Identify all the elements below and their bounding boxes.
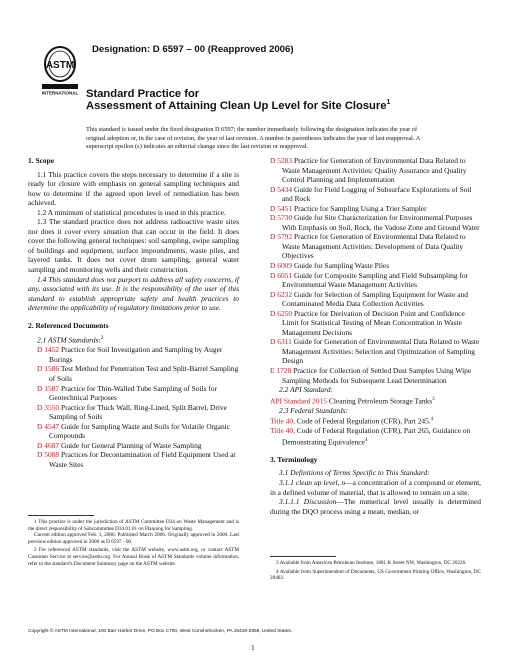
federal-link[interactable]: Title 40,: [270, 426, 295, 436]
footnotes-left: [28, 519, 239, 567]
ref-item: [270, 309, 481, 338]
ref-text: Practice for Sampling Using a Trier Sampler: [293, 203, 427, 213]
ref-item: [270, 232, 481, 261]
ref-link[interactable]: D 5730: [270, 213, 293, 223]
federal-link[interactable]: Title 40,: [270, 416, 295, 426]
footnote-3: 3 Available from American Petroleum Institute, 1801 K Street NW, Washington, DC 20226.: [276, 560, 467, 566]
federal-item: [270, 426, 481, 447]
ref-item: [270, 156, 481, 185]
ref-link[interactable]: D 5088: [37, 450, 60, 460]
ref-link[interactable]: D 6051: [270, 270, 293, 280]
astm-logo-icon: [40, 44, 80, 96]
footnote-2: 2 For referenced ASTM standards, visit the ASTM website, www.astm.org, or contact ASTM Customer Service at service@astm.org. For Annual Book of ASTM Standards volume information, refer to the standard's Document Summary page on the ASTM website.: [28, 547, 239, 567]
title-footnote-mark: 1: [386, 99, 391, 106]
ref-item: [270, 261, 481, 271]
ref-item: [37, 364, 239, 383]
footnotes-right: [270, 560, 481, 582]
ref-text: Guide for Sampling Waste and Soils for Volatile Organic Compounds: [49, 421, 231, 441]
ref-link[interactable]: D 4547: [37, 421, 60, 431]
scope-p1: 1.1 This practice covers the steps necessary to determine if a site is ready for closure with emphasis on general sampling techniques and how to determine if the agreed upon level of remediation has been achieved.: [28, 169, 239, 208]
astm-label-text: 2.1 ASTM Standards:: [37, 335, 101, 345]
api-label-text: 2.2 API Standard:: [279, 385, 333, 395]
scope-p3: 1.3 The standard practice does not address radioactive waste sites nor does it cover every situation that can occur in the field. It does cover the following general techniques: soil sampling, swipe sampling of buildings and equipment, surface impoundments, waste piles, and layered tanks. It does not cover drum sampling, general water sampling and monitoring wells and their construction.: [28, 217, 239, 275]
ref-item: [270, 204, 481, 214]
ref-link[interactable]: D 5434: [270, 184, 293, 194]
astm-list-right: [270, 156, 481, 385]
ref-text: Test Method for Penetration Test and Split-Barrel Sampling of Soils: [49, 364, 239, 383]
left-column: [28, 156, 239, 469]
right-column: [270, 156, 481, 516]
astm-standards-label: [28, 334, 239, 345]
title-line-2: [86, 100, 390, 112]
federal-footnote-mark: 4: [430, 417, 434, 423]
ref-link[interactable]: D 5792: [270, 232, 293, 242]
ref-link[interactable]: D 3550: [37, 402, 60, 412]
api-text: Cleaning Petroleum Storage Tanks: [328, 396, 433, 406]
term-discussion: 3.1.1.1 Discussion: [279, 497, 337, 507]
ref-item: [37, 384, 239, 403]
title-line-1: Standard Practice for: [86, 88, 200, 100]
ref-link[interactable]: D 4687: [37, 440, 60, 450]
ref-link[interactable]: D 1587: [37, 383, 60, 393]
ref-text: Guide for Site Characterization for Environmental Purposes With Emphasis on Soil, Rock, the Vadose Zone and Ground Water: [282, 213, 480, 232]
api-item: [270, 395, 481, 406]
astm-footnote-mark: 2: [100, 336, 104, 342]
ref-link[interactable]: D 1586: [37, 364, 60, 374]
federal-item: [270, 415, 481, 426]
astm-logo: [40, 44, 80, 96]
ref-text: Guide for Sampling Waste Piles: [293, 261, 390, 271]
copyright: Copyright © ASTM International, 100 Barr Harbor Drive, PO Box C700, West Conshohocken, PA 19428-2959, United States.: [28, 629, 293, 634]
ref-link[interactable]: D 6009: [270, 261, 293, 271]
ref-item: [37, 441, 239, 451]
ref-item: [270, 366, 481, 385]
terminology-heading: 3. Terminology: [270, 454, 318, 464]
svg-text:ASTM: ASTM: [45, 60, 75, 71]
ref-link[interactable]: D 5283: [270, 156, 293, 165]
ref-link[interactable]: D 5451: [270, 203, 293, 213]
ref-link[interactable]: D 6311: [270, 337, 292, 347]
ref-text: Guide for General Planning of Waste Sampling: [60, 440, 202, 450]
federal-label-text: 2.3 Federal Standards:: [279, 405, 348, 415]
federal-text: Code of Federal Regulation (CFR), Part 265, Guidance on Demonstrating Equivalence: [282, 426, 471, 447]
ref-text: Practice for Soil Investigation and Sampling by Auger Borings: [49, 345, 223, 364]
footnote-1b: Current edition approved Feb. 1, 2006. Published March 2006. Originally approved in 2000. Last previous edition approved in 2000 as D 6597 - 00.: [28, 532, 239, 545]
footnote-1: 1 This practice is under the jurisdiction of ASTM Committee D34 on Waste Management and is the direct responsibility of Subcommittee D34.01.01 on Planning for Sampling.: [28, 519, 239, 532]
ref-item: [270, 271, 481, 290]
scope-p2: 1.2 A minimum of statistical procedures is used in this practice.: [37, 207, 226, 217]
ref-item: [270, 185, 481, 204]
api-footnote-mark: 3: [432, 396, 435, 402]
terminology-p3: [270, 497, 481, 516]
ref-item: [270, 337, 481, 366]
ref-link[interactable]: E 1728: [270, 366, 292, 376]
federal-standards-label: [270, 406, 481, 416]
api-standard-label: [270, 385, 481, 395]
ref-item: [270, 213, 481, 232]
terminology-p2-text: —a concentration of a compound or element, in a defined volume of material, that is allowed to remain on a site.: [270, 477, 481, 497]
ref-item: [37, 422, 239, 441]
scope-heading: 1. Scope: [28, 156, 55, 165]
terminology-p1-text: 3.1 Definitions of Terms Specific to This Standard:: [279, 468, 430, 478]
ref-item: [37, 345, 239, 364]
ref-text: Guide for Generation of Environmental Data Related to Waste Management Activities: Selection and Optimization of Sampling Design: [282, 337, 480, 366]
ref-text: Practice for Collection of Settled Dust Samples Using Wipe Sampling Methods for Subsequent Lead Determination: [282, 366, 472, 385]
federal-text: Code of Federal Regulation (CFR), Part 245.: [296, 416, 431, 426]
terminology-p1: [270, 468, 481, 478]
term-clean-up-level: 3.1.1 clean up level, n: [279, 477, 346, 487]
ref-text: Practice for Thick Wall, Ring-Lined, Split Barrel, Drive Sampling of Soils: [49, 402, 227, 422]
scope-p4: [28, 275, 239, 313]
referenced-heading: 2. Referenced Documents: [28, 320, 109, 330]
ref-text: Practice for Thin-Walled Tube Sampling of Soils for Geotechnical Purposes: [49, 383, 218, 403]
api-link[interactable]: API Standard 2015: [270, 396, 328, 406]
astm-list-left: [28, 345, 239, 469]
terminology-p3-text: —The numerical level usually is determined during the DQO process using a mean, median, or: [270, 497, 481, 516]
ref-link[interactable]: D 6250: [270, 308, 293, 318]
footnote-divider-left: [28, 515, 94, 516]
ref-link[interactable]: D 1452: [37, 345, 60, 355]
ref-item: [270, 290, 481, 309]
ref-link[interactable]: D 6232: [270, 289, 293, 299]
terminology-p2: [270, 478, 481, 497]
footnote-4: 4 Available from Superintendent of Documents, US Government Printing Office, Washington, DC 20402.: [270, 568, 481, 582]
federal-footnote-mark: 4: [364, 437, 368, 443]
ref-text: Practice for Generation of Environmental Data Related to Waste Management Activities: Development of Data Quality Objectives: [282, 232, 466, 261]
title-text: Assessment of Attaining Clean Up Level for Site Closure: [86, 100, 387, 112]
ref-text: Practice for Derivation of Decision Point and Confidence Limit for Statistical Testing of Mean Concentration in Waste Management Decisions: [282, 308, 465, 337]
ref-text: Guide for Composite Sampling and Field Subsampling for Environmental Waste Management Activities: [282, 270, 469, 290]
page-number: 1: [251, 643, 255, 652]
ref-text: Guide for Selection of Sampling Equipment for Waste and Contaminated Media Data Collection Activities: [282, 289, 468, 309]
ref-text: Guide for Field Logging of Subsurface Explorations of Soil and Rock: [282, 184, 472, 204]
ref-item: [37, 450, 239, 469]
ref-text: Practices for Decontamination of Field Equipment Used at Waste Sites: [49, 450, 236, 469]
logo-text: INTERNATIONAL: [41, 90, 79, 96]
ref-item: [37, 403, 239, 422]
footnote-divider-right: [270, 556, 336, 557]
designation: Designation: D 6597 – 00 (Reapproved 2006): [92, 44, 294, 55]
scope-p4-text: 1.4 This standard does not purport to address all safety concerns, if any, associated with its use. It is the responsibility of the user of this standard to establish appropriate safety and health practices to determine the applicability of regulatory limitations prior to use.: [28, 274, 239, 313]
issuance-note: This standard is issued under the fixed designation D 6597; the number immediately following the designation indicates the year of original adoption or, in the case of revision, the year of last revision. A number in parentheses indicates the year of last reapproval. A superscript epsilon (ε) indicates an editorial change since the last revision or reapproval.: [86, 126, 420, 151]
ref-text: Practice for Generation of Environmental Data Related to Waste Management Activities: Quality Assurance and Quality Control Planning and Implementation: [282, 156, 467, 185]
